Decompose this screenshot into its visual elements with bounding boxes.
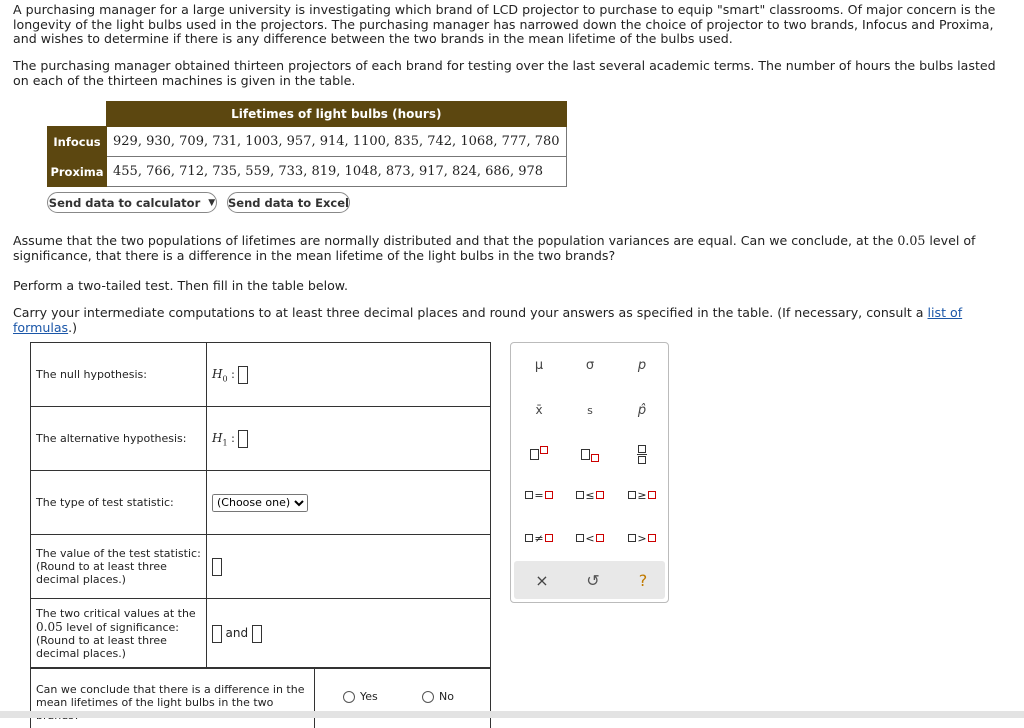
sigma-symbol-button[interactable]: σ xyxy=(585,357,595,373)
no-radio[interactable] xyxy=(422,691,434,703)
send-to-calculator-label: Send data to calculator xyxy=(48,195,201,210)
superscript-button[interactable] xyxy=(519,443,559,465)
greater-than-button[interactable]: > xyxy=(622,527,662,549)
data-row-proxima xyxy=(48,157,567,187)
test-statistic-input[interactable] xyxy=(212,558,222,576)
instruction-two-tailed: Perform a two-tailed test. Then fill in the table below. xyxy=(13,278,348,293)
significance-level: 0.05 xyxy=(897,233,926,248)
test-statistic-type-cell xyxy=(207,471,491,535)
p-symbol-button[interactable]: p xyxy=(637,357,647,373)
phat-symbol-button[interactable]: p̂ xyxy=(637,402,647,418)
conclusion-no-option[interactable]: No xyxy=(422,690,454,703)
mu-symbol-button[interactable]: μ xyxy=(534,357,544,373)
null-hypothesis-row xyxy=(31,343,491,407)
brand-label: Infocus xyxy=(48,127,107,157)
conclusion-label: Can we conclude that there is a difference in the mean lifetimes of the light bulbs in the two xyxy=(31,668,315,728)
alt-hypothesis-cell: $H_1$ : xyxy=(207,407,491,471)
test-statistic-value-label: The value of the test statistic: (Round to at least three decimal places.) xyxy=(31,535,207,599)
help-button[interactable]: ? xyxy=(638,570,648,590)
test-statistic-type-row xyxy=(31,471,491,535)
null-hypothesis-cell: $H_0$ : xyxy=(207,343,491,407)
test-statistic-type-label: The type of test statistic: xyxy=(31,471,207,535)
critical-values-row xyxy=(31,599,491,669)
equals-button[interactable]: = xyxy=(519,484,559,506)
not-equal-button[interactable]: ≠ xyxy=(519,527,559,549)
subscript-button[interactable] xyxy=(570,443,610,465)
critical-value-2-input[interactable] xyxy=(252,625,262,643)
alt-hypothesis-row xyxy=(31,407,491,471)
data-row-infocus xyxy=(48,127,567,157)
question-paragraph xyxy=(13,234,1006,263)
intro-paragraph-2: The purchasing manager obtained thirteen projectors of each brand for testing over the last several academic terms. The number of hours the bulbs lasted on each of the thirteen machines is given in the table. xyxy=(13,58,996,88)
less-equal-button[interactable]: ≤ xyxy=(570,484,610,506)
null-hypothesis-label: The null hypothesis: xyxy=(31,343,207,407)
data-table xyxy=(47,101,567,187)
test-statistic-type-select[interactable] xyxy=(212,494,308,512)
send-to-excel-label: Send data to Excel xyxy=(228,195,349,210)
alt-hypothesis-label: The alternative hypothesis: xyxy=(31,407,207,471)
instruction-rounding-text: Carry your intermediate computations to at least three decimal places and round your answers as specified in the table. (If necessary, consult a xyxy=(13,305,928,320)
null-hypothesis-input[interactable] xyxy=(238,366,248,384)
question-text-a: Assume that the two populations of lifetimes are normally distributed and that the population variances are equal. Can we conclude, at the xyxy=(13,233,898,248)
instruction-rounding xyxy=(13,306,1006,335)
yes-radio[interactable] xyxy=(343,691,355,703)
critical-values-label: The two critical values at the 0.05 level of significance: (Round to at least three decimal places.) xyxy=(31,599,207,669)
brand-values: 455, 766, 712, 735, 559, 733, 819, 1048, 873, 917, 824, 686, 978 xyxy=(107,157,567,187)
symbol-palette xyxy=(510,342,669,603)
chevron-down-icon: ▼ xyxy=(208,197,216,208)
answer-table xyxy=(30,342,491,669)
conclusion-row xyxy=(30,667,491,728)
rounding-note: (Round to at least three decimal places.) xyxy=(36,634,167,660)
intro-paragraph-1: A purchasing manager for a large university is investigating which brand of LCD projector to purchase to equip "smart" classrooms. Of major concern is the longevity of the light bulbs used in the projectors. The purchasing manager has narrowed down the choice of projector to two brands, Infocus and Proxima, and wishes to determine if there is any difference between the two brands in the mean lifetime of the bulbs used. xyxy=(13,2,996,46)
brand-values: 929, 930, 709, 731, 1003, 957, 914, 1100, 835, 742, 1068, 777, 780 xyxy=(107,127,567,157)
fraction-button[interactable] xyxy=(622,443,662,465)
greater-equal-button[interactable]: ≥ xyxy=(622,484,662,506)
null-hypothesis-symbol: $H_0$ xyxy=(212,366,228,383)
send-to-excel-button[interactable] xyxy=(227,192,350,213)
critical-value-1-input[interactable] xyxy=(212,625,222,643)
alt-hypothesis-symbol: $H_1$ xyxy=(212,430,228,447)
undo-button[interactable]: ↺ xyxy=(586,570,600,590)
brand-label: Proxima xyxy=(48,157,107,187)
palette-actions xyxy=(514,561,665,599)
data-table-title: Lifetimes of light bulbs (hours) xyxy=(107,102,567,127)
formulas-link[interactable]: list of formulas xyxy=(13,305,963,335)
s-symbol-button[interactable]: s xyxy=(587,403,593,417)
instruction-rounding-end: .) xyxy=(68,319,78,335)
test-statistic-value-cell xyxy=(207,535,491,599)
test-statistic-value-row xyxy=(31,535,491,599)
alt-hypothesis-input[interactable] xyxy=(238,430,248,448)
question-text-b: level of significance, that there is a difference in the mean lifetime of the light bulbs in the two brands? xyxy=(13,233,976,263)
conclusion-yes-option[interactable]: Yes xyxy=(343,690,378,703)
clear-button[interactable]: × xyxy=(535,570,549,590)
less-than-button[interactable]: < xyxy=(570,527,610,549)
rounding-note: (Round to at least three decimal places.) xyxy=(36,560,167,586)
bottom-scroll-strip xyxy=(0,711,1024,718)
xbar-symbol-button[interactable]: x̄ xyxy=(535,403,543,417)
critical-values-cell: and xyxy=(207,599,491,669)
send-to-calculator-button[interactable] xyxy=(47,192,217,213)
